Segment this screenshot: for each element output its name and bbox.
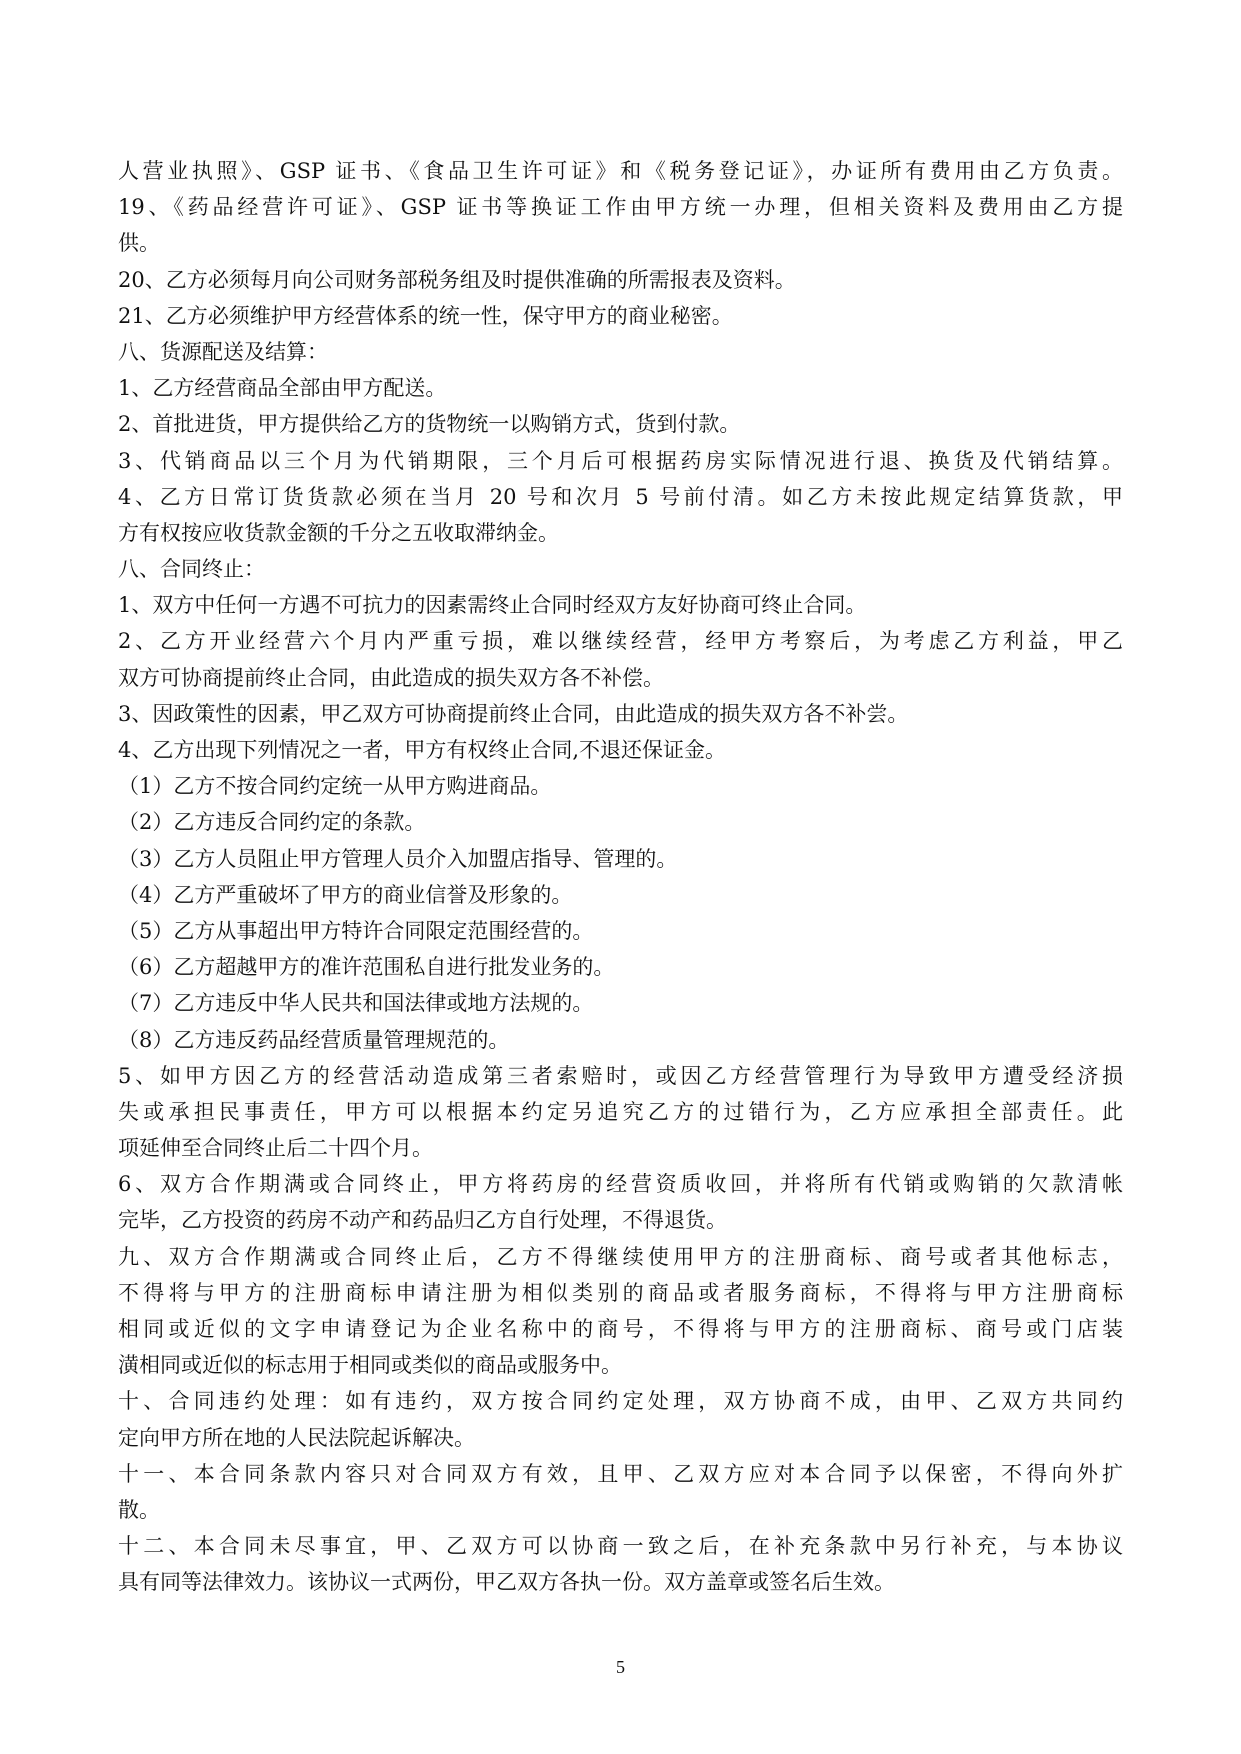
text-line: 十一、本合同条款内容只对合同双方有效，且甲、乙双方应对本合同予以保密，不得向外扩 <box>118 1461 1123 1486</box>
text-line: 4、乙方出现下列情况之一者，甲方有权终止合同,不退还保证金。 <box>118 738 727 762</box>
list-item: （7）乙方违反中华人民共和国法律或地方法规的。 <box>118 991 594 1016</box>
text-line: 1、乙方经营商品全部由甲方配送。 <box>118 376 447 401</box>
list-item: （5）乙方从事超出甲方特许合同限定范围经营的。 <box>118 918 594 943</box>
text-line: 完毕，乙方投资的药房不动产和药品归乙方自行处理，不得退货。 <box>118 1208 727 1233</box>
text-line: 3、代销商品以三个月为代销期限，三个月后可根据药房实际情况进行退、换货及代销结算。 <box>118 448 1123 473</box>
section-heading: 八、货源配送及结算： <box>118 339 328 364</box>
text-line: 十二、本合同未尽事宜，甲、乙双方可以协商一致之后，在补充条款中另行补充，与本协议 <box>118 1534 1123 1559</box>
text-line: 2、乙方开业经营六个月内严重亏损，难以继续经营，经甲方考察后，为考虑乙方利益，甲乙 <box>118 629 1123 654</box>
text-line: 失或承担民事责任，甲方可以根据本约定另追究乙方的过错行为，乙方应承担全部责任。此 <box>118 1099 1123 1124</box>
text-line: 人营业执照》、GSP 证书、《食品卫生许可证》和《税务登记证》，办证所有费用由乙方负责。 <box>118 159 1123 183</box>
text-line: 21、乙方必须维护甲方经营体系的统一性，保守甲方的商业秘密。 <box>118 303 733 328</box>
text-line: 6、双方合作期满或合同终止，甲方将药房的经营资质收回，并将所有代销或购销的欠款清帐 <box>118 1172 1123 1197</box>
text-line: 1、双方中任何一方遇不可抗力的因素需终止合同时经双方友好协商可终止合同。 <box>118 593 867 618</box>
page-number: 5 <box>616 1657 625 1677</box>
list-item: （1）乙方不按合同约定统一从甲方购进商品。 <box>118 774 552 799</box>
text-line: 方有权按应收货款金额的千分之五收取滞纳金。 <box>118 520 559 545</box>
text-line: 5、如甲方因乙方的经营活动造成第三者索赔时，或因乙方经营管理行为导致甲方遭受经济损 <box>118 1063 1123 1088</box>
text-line: 九、双方合作期满或合同终止后，乙方不得继续使用甲方的注册商标、商号或者其他标志， <box>118 1244 1123 1269</box>
text-line: 双方可协商提前终止合同，由此造成的损失双方各不补偿。 <box>118 665 664 690</box>
list-item: （8）乙方违反药品经营质量管理规范的。 <box>118 1027 510 1052</box>
list-item: （4）乙方严重破坏了甲方的商业信誉及形象的。 <box>118 882 573 907</box>
text-line: 相同或近似的文字申请登记为企业名称中的商号，不得将与甲方的注册商标、商号或门店装 <box>118 1317 1123 1341</box>
text-line: 4、乙方日常订货货款必须在当月 20 号和次月 5 号前付清。如乙方未按此规定结算货款，甲 <box>118 484 1123 509</box>
text-line: 散。 <box>118 1497 160 1522</box>
contract-body <box>118 153 1123 1601</box>
list-item: （3）乙方人员阻止甲方管理人员介入加盟店指导、管理的。 <box>118 846 678 871</box>
text-line: 具有同等法律效力。该协议一式两份，甲乙双方各执一份。双方盖章或签名后生效。 <box>118 1570 895 1595</box>
text-line: 不得将与甲方的注册商标申请注册为相似类别的商品或者服务商标，不得将与甲方注册商标 <box>118 1280 1123 1305</box>
list-item: （6）乙方超越甲方的准许范围私自进行批发业务的。 <box>118 955 615 980</box>
text-line: 潢相同或近似的标志用于相同或类似的商品或服务中。 <box>118 1353 622 1378</box>
list-item: （2）乙方违反合同约定的条款。 <box>118 810 426 835</box>
text-line: 供。 <box>118 231 160 256</box>
text-line: 定向甲方所在地的人民法院起诉解决。 <box>118 1425 475 1450</box>
text-line: 3、因政策性的因素，甲乙双方可协商提前终止合同，由此造成的损失双方各不补尝。 <box>118 701 909 726</box>
text-line: 20、乙方必须每月向公司财务部税务组及时提供准确的所需报表及资料。 <box>118 267 796 292</box>
text-line: 2、首批进货，甲方提供给乙方的货物统一以购销方式，货到付款。 <box>118 412 741 437</box>
section-heading: 八、合同终止： <box>118 557 265 582</box>
text-line: 十、合同违约处理：如有违约，双方按合同约定处理，双方协商不成，由甲、乙双方共同约 <box>118 1389 1123 1414</box>
text-line: 项延伸至合同终止后二十四个月。 <box>118 1136 433 1161</box>
text-line: 19、《药品经营许可证》、GSP 证书等换证工作由甲方统一办理，但相关资料及费用由乙方提 <box>118 195 1123 220</box>
